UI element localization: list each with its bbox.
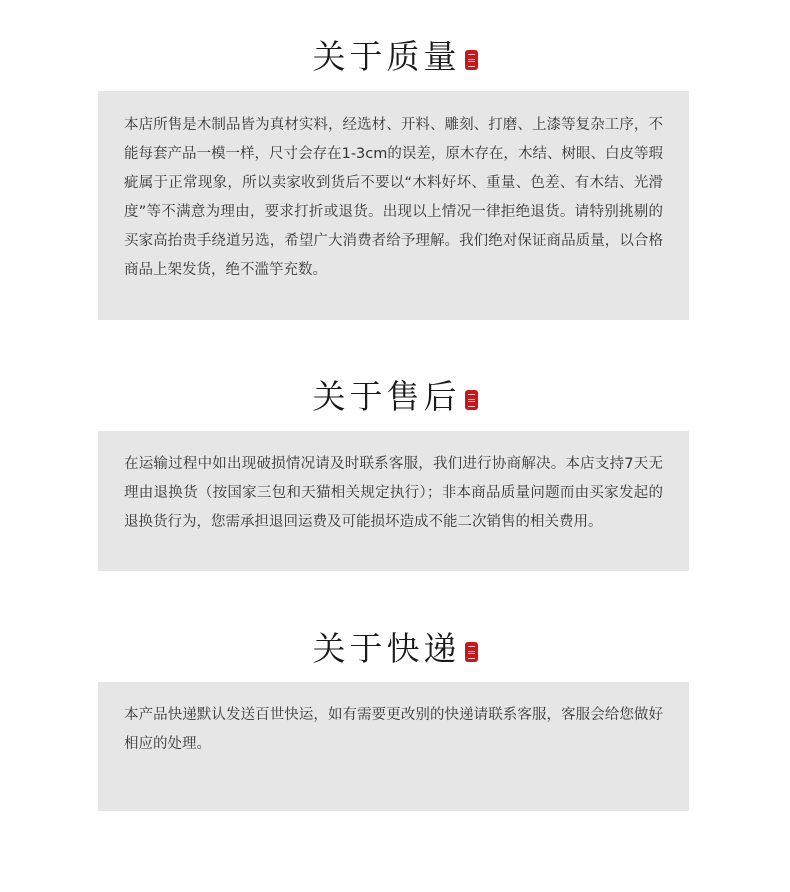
section-title-after-sales	[0, 372, 790, 422]
seal-stamp-icon	[465, 390, 478, 410]
quality-text-box	[98, 91, 689, 320]
after-sales-text: 在运输过程中如出现破损情况请及时联系客服，我们进行协商解决。本店支持7天无理由退换货（按国家三包和天猫相关规定执行）；非本商品质量问题而由买家发起的退换货行为，您需承担退回运费及可能损坏造成不能二次销售的相关费用。	[124, 456, 663, 530]
section-title-shipping	[0, 624, 790, 674]
section-title-quality	[0, 32, 790, 82]
seal-stamp-icon	[465, 50, 478, 70]
seal-stamp-icon	[465, 642, 478, 662]
quality-text: 本店所售是木制品皆为真材实料，经选材、开料、雕刻、打磨、上漆等复杂工序，不能每套产品一模一样，尺寸会存在1-3cm的误差，原木存在，木结、树眼、白皮等瑕疵属于正常现象，所以卖家收到货后不要以“木料好坏、重量、色差、有木结、光滑度”等不满意为理由，要求打折或退货。出现以上情况一律拒绝退货。请特别挑剔的买家高抬贵手绕道另选，希望广大消费者给予理解。我们绝对保证商品质量，以合格商品上架发货，绝不滥竽充数。	[124, 117, 663, 278]
section-heading: 关于质量	[312, 37, 461, 76]
section-heading: 关于售后	[312, 377, 461, 416]
shipping-text-box	[98, 682, 689, 811]
section-heading: 关于快递	[312, 629, 461, 668]
shipping-text: 本产品快递默认发送百世快运，如有需要更改别的快递请联系客服，客服会给您做好相应的处理。	[124, 707, 663, 752]
after-sales-text-box	[98, 431, 689, 571]
